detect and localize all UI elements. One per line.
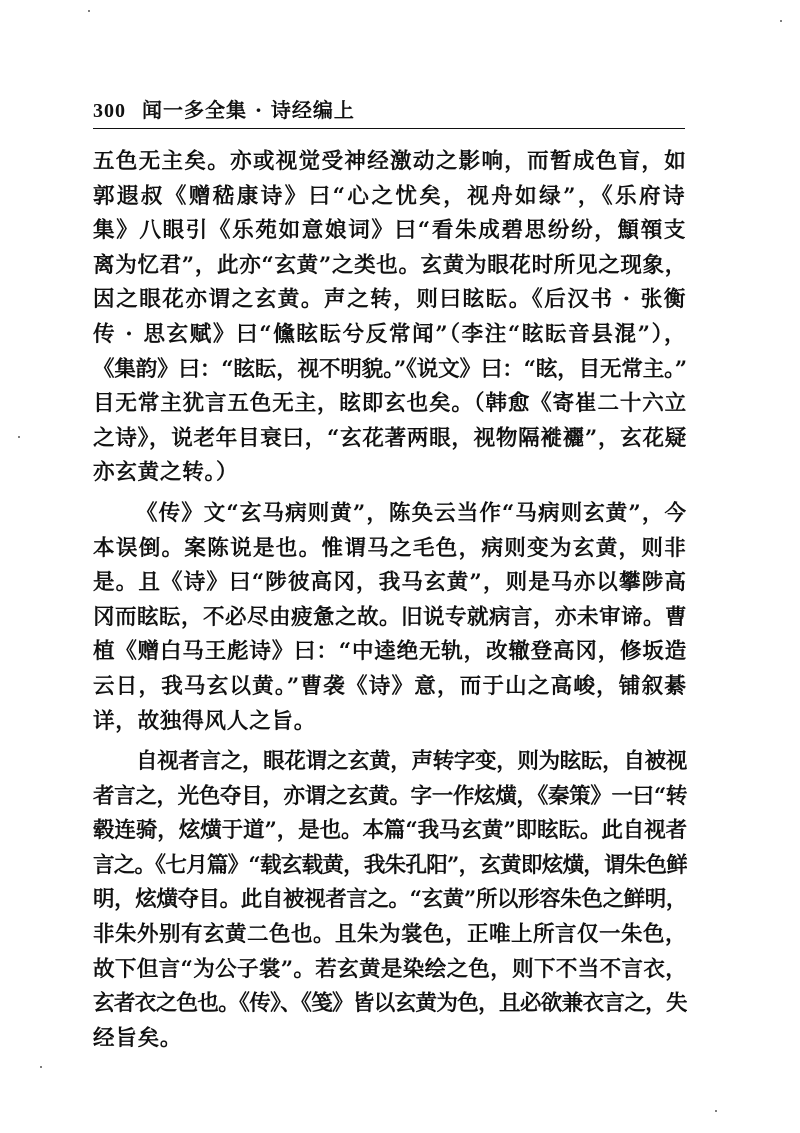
running-title: 闻一多全集 · 诗经编上: [142, 98, 355, 122]
text-line: 详，故独得风人之旨。: [93, 708, 317, 734]
text-line: 玄者衣之色也。《传》、《笺》皆以玄黄为色，且必欲兼衣言之，失: [93, 991, 687, 1017]
text-line: 明，炫熿夺目。此自被视者言之。“玄黄”所以形容朱色之鲜明，: [93, 887, 687, 913]
text-line: 《集韵》曰：“眩眃，视不明貌。”《说文》曰：“眩，目无常主。”: [93, 356, 687, 382]
text-line: 本误倒。案陈说是也。惟谓马之毛色，病则变为玄黄，则非: [93, 535, 687, 561]
text-line: 故下但言“为公子裳”。若玄黄是染绘之色，则下不当不言衣，: [93, 956, 687, 982]
paragraph-1: [93, 145, 687, 491]
body-text: [93, 145, 687, 1056]
text-line: 经旨矣。: [93, 1025, 183, 1051]
paragraph-3: [93, 745, 687, 1056]
text-line: 自视者言之，眼花谓之玄黄，声转字变，则为眩眃，自被视: [136, 749, 687, 775]
text-line: 五色无主矣。亦或视觉受神经激动之影响，而暂成色盲，如: [93, 149, 687, 174]
text-line: 是。且《诗》曰“陟彼高冈，我马玄黄”，则是马亦以攀陟高: [93, 570, 687, 596]
text-line: 冈而眩眃，不必尽由疲惫之故。旧说专就病言，亦未审谛。曹: [93, 604, 687, 630]
text-line: 《传》文“玄马病则黄”，陈奂云当作“马病则玄黄”，今: [136, 500, 687, 526]
text-line: 非朱外别有玄黄二色也。且朱为裳色，正唯上所言仅一朱色，: [93, 922, 687, 948]
paragraph-2: [93, 497, 687, 739]
header-rule: [93, 128, 685, 129]
text-line: 集》八眼引《乐苑如意娘词》曰“看朱成碧思纷纷，顦顇支: [93, 218, 687, 244]
text-line: 目无常主犹言五色无主，眩即玄也矣。（韩愈《寄崔二十六立: [93, 391, 687, 417]
text-line: 传 · 思玄赋》曰“儵眩眃兮反常闻”（李注“眩眃音县混”），: [93, 321, 687, 347]
text-line: 毂连骑，炫熿于道”，是也。本篇“我马玄黄”即眩眃。此自视者: [93, 818, 687, 844]
scan-speck: [40, 1066, 42, 1068]
scan-speck: [88, 10, 90, 12]
text-line: 离为忆君”，此亦“玄黄”之类也。玄黄为眼花时所见之现象，: [93, 252, 687, 278]
text-line: 言之。《七月篇》“载玄载黄，我朱孔阳”，玄黄即炫熿，谓朱色鲜: [93, 852, 687, 878]
scan-speck: [18, 436, 20, 438]
scan-speck: [780, 20, 782, 22]
page-number: 300: [93, 100, 126, 122]
text-line: 云日，我马玄以黄。”曹袭《诗》意，而于山之高峻，铺叙綦: [93, 673, 687, 699]
text-line: 者言之，光色夺目，亦谓之玄黄。字一作炫熿，《秦策》一曰“转: [93, 783, 687, 809]
scan-speck: [715, 1110, 717, 1112]
text-line: 亦玄黄之转。）: [93, 460, 239, 486]
text-line: 因之眼花亦谓之玄黄。声之转，则曰眩眃。《后汉书 · 张衡: [93, 287, 687, 313]
text-line: 郭遐叔《赠嵇康诗》曰“心之忧矣，视舟如绿”，《乐府诗: [93, 183, 687, 209]
running-header: [93, 94, 685, 124]
text-line: 植《赠白马王彪诗》曰：“中逵绝无轨，改辙登高冈，修坂造: [93, 639, 687, 665]
text-line: 之诗》，说老年目衰曰，“玄花著两眼，视物隔褷襹”，玄花疑: [93, 425, 687, 451]
